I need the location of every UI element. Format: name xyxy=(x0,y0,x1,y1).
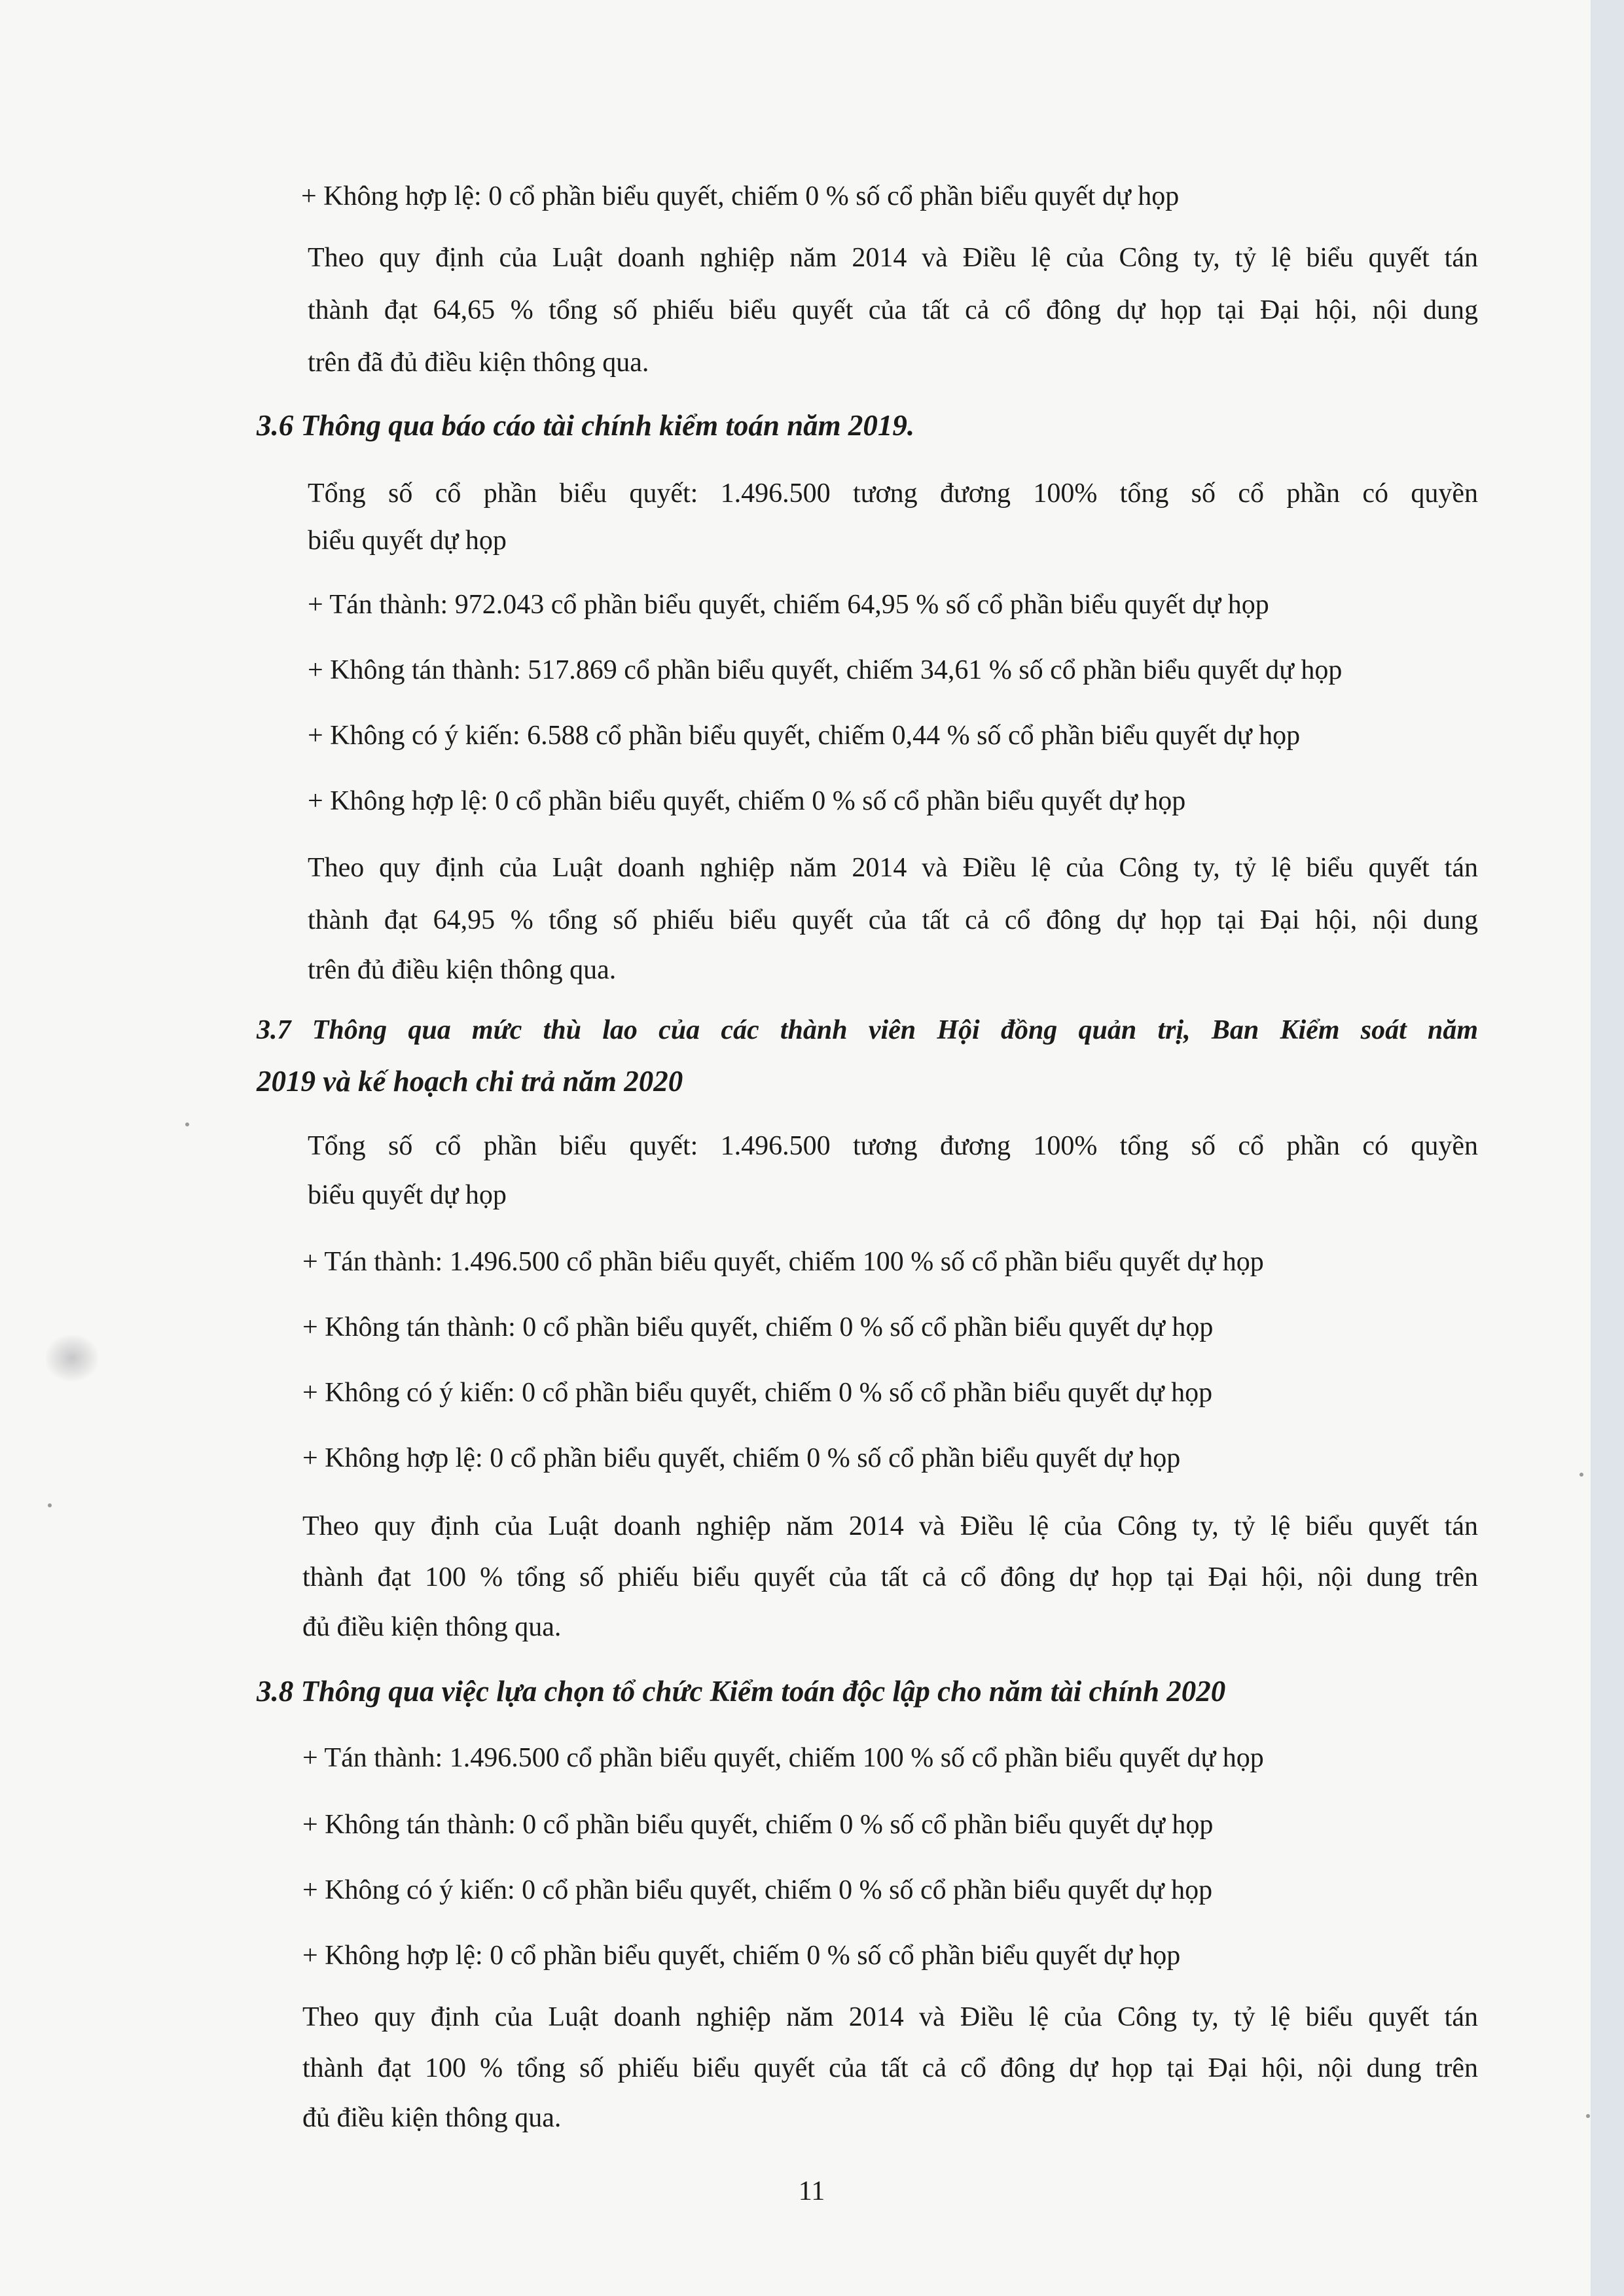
vote-invalid-line: + Không hợp lệ: 0 cổ phần biểu quyết, chiếm 0 % số cổ phần biểu quyết dự họp xyxy=(308,786,1186,816)
conclusion-line: đủ điều kiện thông qua. xyxy=(302,1612,562,1642)
vote-no-opinion-line: + Không có ý kiến: 0 cổ phần biểu quyết, chiếm 0 % số cổ phần biểu quyết dự họp xyxy=(302,1875,1213,1905)
conclusion-line: thành đạt 100 % tổng số phiếu biểu quyết của tất cả cổ đông dự họp tại Đại hội, nội dung trên xyxy=(302,1562,1478,1592)
vote-approve-line: + Tán thành: 972.043 cổ phần biểu quyết, chiếm 64,95 % số cổ phần biểu quyết dự họp xyxy=(308,590,1269,620)
vote-total-line: Tổng số cổ phần biểu quyết: 1.496.500 tương đương 100% tổng số cổ phần có quyền xyxy=(308,1131,1478,1161)
vote-total-line: Tổng số cổ phần biểu quyết: 1.496.500 tương đương 100% tổng số cổ phần có quyền xyxy=(308,478,1478,509)
conclusion-line: Theo quy định của Luật doanh nghiệp năm 2014 và Điều lệ của Công ty, tỷ lệ biểu quyết tán xyxy=(308,243,1478,273)
vote-no-opinion-line: + Không có ý kiến: 0 cổ phần biểu quyết, chiếm 0 % số cổ phần biểu quyết dự họp xyxy=(302,1378,1213,1408)
vote-approve-line: + Tán thành: 1.496.500 cổ phần biểu quyết, chiếm 100 % số cổ phần biểu quyết dự họp xyxy=(302,1743,1264,1773)
vote-invalid-line: + Không hợp lệ: 0 cổ phần biểu quyết, chiếm 0 % số cổ phần biểu quyết dự họp xyxy=(302,1443,1181,1473)
vote-no-opinion-line: + Không có ý kiến: 6.588 cổ phần biểu quyết, chiếm 0,44 % số cổ phần biểu quyết dự họp xyxy=(308,721,1301,751)
vote-invalid-line: + Không hợp lệ: 0 cổ phần biểu quyết, chiếm 0 % số cổ phần biểu quyết dự họp xyxy=(301,181,1180,211)
conclusion-line: Theo quy định của Luật doanh nghiệp năm 2014 và Điều lệ của Công ty, tỷ lệ biểu quyết tán xyxy=(302,2002,1478,2032)
vote-total-line: biểu quyết dự họp xyxy=(308,1180,507,1210)
section-heading-3-7-continued: 2019 và kế hoạch chi trả năm 2020 xyxy=(257,1065,683,1098)
vote-total-line: biểu quyết dự họp xyxy=(308,526,507,556)
conclusion-line: Theo quy định của Luật doanh nghiệp năm 2014 và Điều lệ của Công ty, tỷ lệ biểu quyết tán xyxy=(308,853,1478,883)
conclusion-line: thành đạt 64,65 % tổng số phiếu biểu quyết của tất cả cổ đông dự họp tại Đại hội, nội dung xyxy=(308,295,1478,325)
vote-approve-line: + Tán thành: 1.496.500 cổ phần biểu quyết, chiếm 100 % số cổ phần biểu quyết dự họp xyxy=(302,1247,1264,1277)
conclusion-line: đủ điều kiện thông qua. xyxy=(302,2103,562,2133)
vote-disapprove-line: + Không tán thành: 0 cổ phần biểu quyết, chiếm 0 % số cổ phần biểu quyết dự họp xyxy=(302,1312,1214,1342)
vote-disapprove-line: + Không tán thành: 0 cổ phần biểu quyết, chiếm 0 % số cổ phần biểu quyết dự họp xyxy=(302,1810,1214,1840)
section-heading-3-7: 3.7 Thông qua mức thù lao của các thành viên Hội đồng quản trị, Ban Kiểm soát năm xyxy=(257,1015,1478,1045)
conclusion-line: Theo quy định của Luật doanh nghiệp năm 2014 và Điều lệ của Công ty, tỷ lệ biểu quyết tán xyxy=(302,1511,1478,1541)
conclusion-line: thành đạt 64,95 % tổng số phiếu biểu quyết của tất cả cổ đông dự họp tại Đại hội, nội dung xyxy=(308,905,1478,935)
conclusion-line: thành đạt 100 % tổng số phiếu biểu quyết của tất cả cổ đông dự họp tại Đại hội, nội dung trên xyxy=(302,2053,1478,2083)
vote-invalid-line: + Không hợp lệ: 0 cổ phần biểu quyết, chiếm 0 % số cổ phần biểu quyết dự họp xyxy=(302,1941,1181,1971)
page-number: 11 xyxy=(798,2176,825,2206)
section-heading-3-6: 3.6 Thông qua báo cáo tài chính kiểm toán năm 2019. xyxy=(257,409,915,442)
page-edge-shadow xyxy=(1591,0,1624,2296)
vote-disapprove-line: + Không tán thành: 517.869 cổ phần biểu quyết, chiếm 34,61 % số cổ phần biểu quyết dự họp xyxy=(308,655,1343,685)
conclusion-line: trên đã đủ điều kiện thông qua. xyxy=(308,348,649,378)
section-heading-3-8: 3.8 Thông qua việc lựa chọn tổ chức Kiểm toán độc lập cho năm tài chính 2020 xyxy=(257,1675,1226,1708)
conclusion-line: trên đủ điều kiện thông qua. xyxy=(308,955,617,985)
